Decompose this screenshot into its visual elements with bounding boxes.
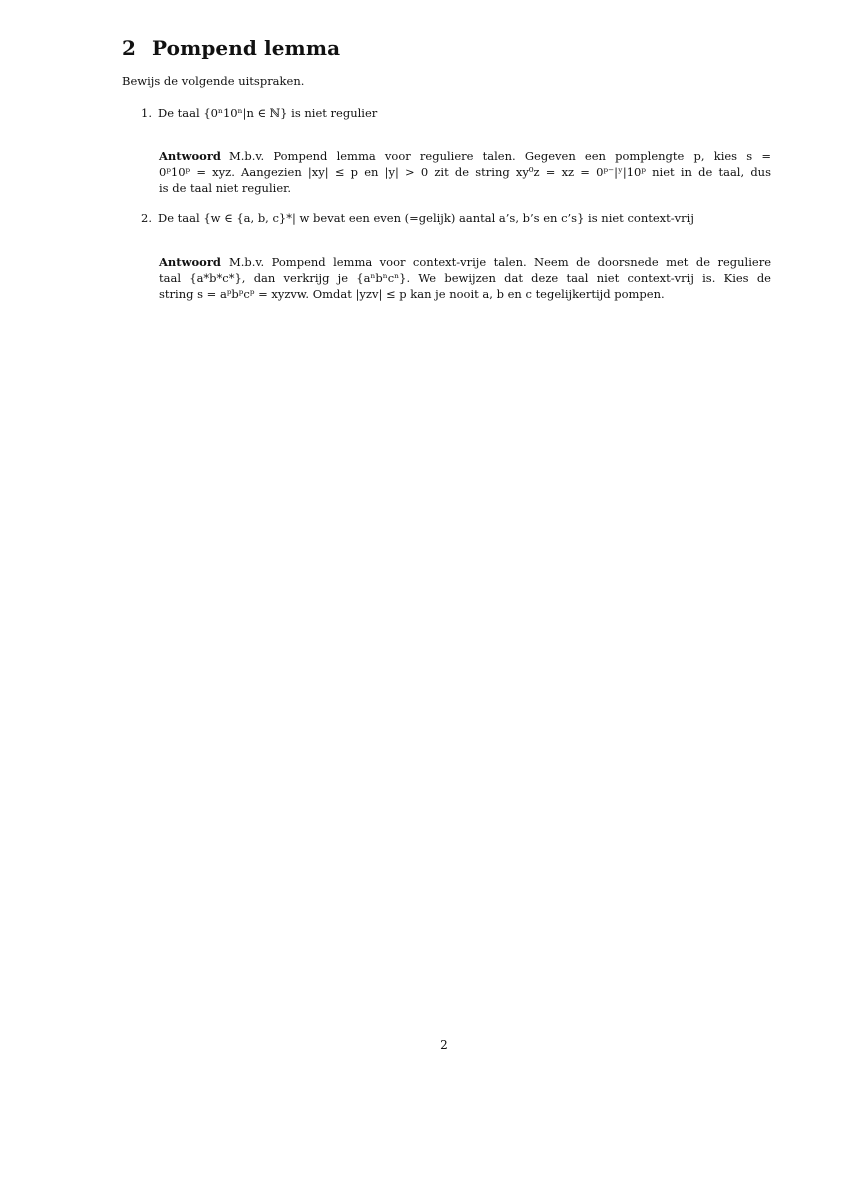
section-heading: [122, 36, 340, 60]
answer-label: Antwoord: [159, 255, 221, 269]
answer-line: [159, 254, 771, 270]
item-number: 1.: [141, 106, 152, 120]
answer-text: M.b.v. Pompend lemma voor context-vrije talen. Neem de doorsnede met de reguliere: [228, 255, 771, 269]
page-number: 2: [440, 1038, 448, 1052]
answer-block-1: [159, 148, 771, 196]
section-title-text: Pompend lemma: [152, 36, 341, 60]
intro-text: Bewijs de volgende uitspraken.: [122, 74, 305, 88]
answer-label: Antwoord: [159, 149, 221, 163]
exercise-item-2: [141, 211, 694, 225]
answer-text: M.b.v. Pompend lemma voor reguliere talen. Gegeven een pomplengte p, kies s =: [228, 149, 771, 163]
item-number: 2.: [141, 211, 152, 225]
exercise-item-1: [141, 106, 377, 120]
item-statement: De taal {w ∈ {a, b, c}*| w bevat een even (=gelijk) aantal a’s, b’s en c’s} is niet context-vrij: [158, 211, 694, 225]
answer-line: is de taal niet regulier.: [159, 181, 292, 195]
answer-line: [159, 148, 771, 164]
answer-line: taal {a*b*c*}, dan verkrijg je {aⁿbⁿcⁿ}. We bewijzen dat deze taal niet context-vrij is. Kies de: [159, 271, 771, 285]
answer-line: 0ᵖ10ᵖ = xyz. Aangezien |xy| ≤ p en |y| > 0 zit de string xy⁰z = xz = 0ᵖ⁻|ʸ|10ᵖ niet in de taal, dus: [159, 165, 771, 179]
section-number: 2: [122, 36, 137, 60]
answer-line: string s = aᵖbᵖcᵖ = xyzvw. Omdat |yzv| ≤ p kan je nooit a, b en c tegelijkertijd pompen.: [159, 287, 665, 301]
answer-block-2: [159, 254, 771, 302]
item-statement: De taal {0ⁿ10ⁿ|n ∈ ℕ} is niet regulier: [158, 106, 378, 120]
